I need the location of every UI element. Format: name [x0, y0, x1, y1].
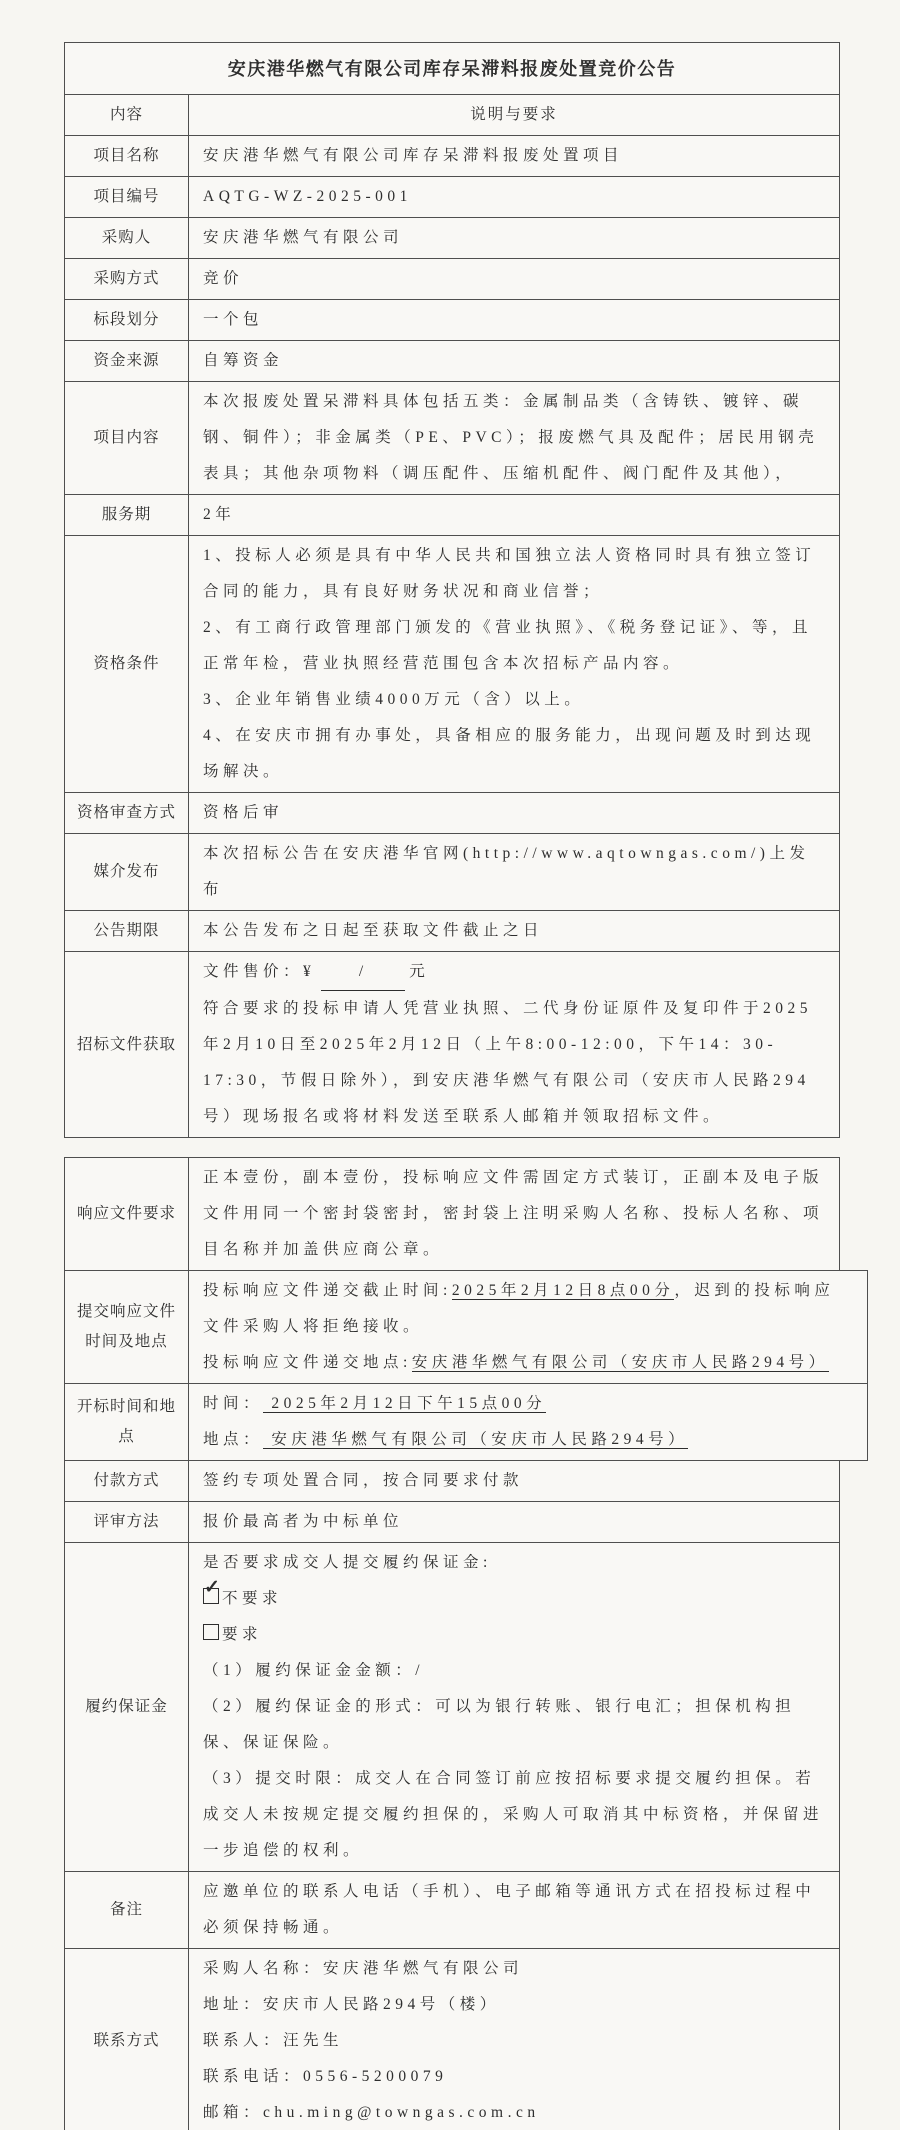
row-label: 开标时间和地点 [65, 1384, 189, 1460]
row-value-cell [189, 911, 840, 951]
row-purchaser [65, 218, 840, 259]
row-media-publication [65, 834, 840, 911]
contact-line: 邮箱：chu.ming@towngas.com.cn [203, 2104, 540, 2121]
checkbox-checked-icon [203, 1577, 220, 1604]
header-col-requirement-text: 说明与要求 [470, 106, 558, 123]
row-label: 标段划分 [65, 300, 189, 340]
row-project-code [65, 177, 840, 218]
row-label: 媒介发布 [65, 834, 189, 910]
qualification-item: 3、企业年销售业绩4000万元（含）以上。 [203, 691, 585, 708]
row-value-cell [189, 300, 840, 340]
submission-deadline-value: 2025年2月12日8点00分 [451, 1282, 675, 1299]
evaluation-value: 报价最高者为中标单位 [203, 1513, 404, 1530]
contact-line: 联系人：汪先生 [203, 2032, 344, 2049]
document-title: 安庆港华燃气有限公司库存呆滞料报废处置竞价公告 [227, 58, 677, 79]
bond-item: （1）履约保证金金额：/ [203, 1662, 425, 1679]
row-label: 服务期 [65, 495, 189, 535]
remarks-value: 应邀单位的联系人电话（手机）、电子邮箱等通讯方式在招投标过程中必须保持畅通。 [203, 1883, 816, 1936]
review-value: 资格后审 [203, 804, 284, 821]
row-service-period [65, 495, 840, 536]
bond-option-no-label: 不要求 [222, 1590, 283, 1607]
submission-deadline-line [203, 1273, 853, 1345]
row-value-cell [189, 177, 840, 217]
row-value-cell [189, 495, 840, 535]
project-code-value: AQTG-WZ-2025-001 [203, 188, 412, 205]
row-value-cell [189, 1543, 840, 1871]
row-project-content [65, 382, 840, 495]
row-label: 资金来源 [65, 341, 189, 381]
purchaser-value: 安庆港华燃气有限公司 [203, 229, 404, 246]
header-row [65, 95, 840, 136]
row-label: 采购人 [65, 218, 189, 258]
qualification-item: 1、投标人必须是具有中华人民共和国独立法人资格同时具有独立签订合同的能力，具有良好财务状况和商业信誉； [203, 547, 816, 600]
row-label: 资格审查方式 [65, 793, 189, 833]
contact-line: 采购人名称：安庆港华燃气有限公司 [203, 1960, 524, 1977]
row-value-cell [189, 259, 840, 299]
qualification-item: 4、在安庆市拥有办事处，具备相应的服务能力，出现问题及时到达现场解决。 [203, 727, 816, 780]
row-qualification [65, 536, 840, 793]
funding-value: 自筹资金 [203, 352, 284, 369]
row-label: 备注 [65, 1872, 189, 1948]
row-label: 付款方式 [65, 1461, 189, 1501]
payment-value: 签约专项处置合同，按合同要求付款 [203, 1472, 524, 1489]
row-label: 采购方式 [65, 259, 189, 299]
document-sheet [0, 42, 900, 2130]
row-notice-period [65, 911, 840, 952]
checkbox-unchecked-icon [203, 1624, 219, 1640]
bond-item: （3）提交时限：成交人在合同签订前应按招标要求提交履约担保。若成交人未按规定提交履约担保的，采购人可取消其中标资格，并保留进一步追偿的权利。 [203, 1770, 824, 1859]
bond-question: 是否要求成交人提交履约保证金: [203, 1554, 492, 1571]
row-label: 公告期限 [65, 911, 189, 951]
row-label: 提交响应文件时间及地点 [65, 1271, 189, 1383]
row-value-cell [189, 793, 840, 833]
row-label: 项目名称 [65, 136, 189, 176]
header-col-content: 内容 [65, 95, 189, 135]
opening-time-value: 2025年2月12日下午15点00分 [263, 1395, 547, 1412]
row-value-cell [189, 834, 840, 910]
row-contact-info [65, 1949, 840, 2130]
row-procurement-method [65, 259, 840, 300]
row-label: 联系方式 [65, 1949, 189, 2130]
row-label: 响应文件要求 [65, 1158, 189, 1270]
row-value-cell [189, 218, 840, 258]
notice-period-value: 本公告发布之日起至获取文件截止之日 [203, 922, 544, 939]
lots-value: 一个包 [203, 311, 264, 328]
row-funding-source [65, 341, 840, 382]
row-performance-bond [65, 1543, 840, 1872]
bond-option-yes-label: 要求 [222, 1626, 263, 1643]
row-evaluation-method [65, 1502, 840, 1543]
document-obtain-desc: 符合要求的投标申请人凭营业执照、二代身份证原件及复印件于2025年2月10日至2025年2月12日（上午8:00-12:00，下午14：30-17:30，节假日除外），到安庆港华燃气有限公司（安庆市人民路294号）现场报名或将材料发送至联系人邮箱并领取招标文件。 [203, 1000, 813, 1125]
price-suffix: 元 [409, 963, 430, 980]
qualification-item: 2、有工商行政管理部门颁发的《营业执照》、《税务登记证》、等，且正常年检，营业执照经营范围包含本次招标产品内容。 [203, 619, 813, 672]
opening-place-value: 安庆港华燃气有限公司（安庆市人民路294号） [263, 1431, 689, 1448]
price-prefix: 文件售价：¥ [203, 963, 316, 980]
row-value-cell [189, 1872, 840, 1948]
row-value-cell [189, 1461, 840, 1501]
row-label: 招标文件获取 [65, 952, 189, 1137]
opening-time-line [203, 1386, 853, 1422]
project-name-value: 安庆港华燃气有限公司库存呆滞料报废处置项目 [203, 147, 624, 164]
submission-place-line [203, 1345, 853, 1381]
bond-item: （2）履约保证金的形式：可以为银行转账、银行电汇；担保机构担保、保证保险。 [203, 1698, 796, 1751]
row-payment-method [65, 1461, 840, 1502]
row-lot-division [65, 300, 840, 341]
price-blank-underline: / [321, 954, 405, 991]
service-period-value: 2年 [203, 506, 236, 523]
row-qualification-review [65, 793, 840, 834]
row-value-cell [189, 1949, 840, 2130]
row-value-cell [189, 1158, 840, 1270]
row-submission-time-place [65, 1270, 868, 1384]
contact-line: 联系电话：0556-5200079 [203, 2068, 448, 2085]
row-opening-time-place [65, 1384, 868, 1461]
response-requirement-value: 正本壹份，副本壹份，投标响应文件需固定方式装订，正副本及电子版文件用同一个密封袋密封，密封袋上注明采购人名称、投标人名称、项目名称并加盖供应商公章。 [203, 1169, 824, 1258]
document-title-cell [65, 43, 840, 94]
document-price-line [203, 954, 825, 991]
row-value-cell [189, 1502, 840, 1542]
submission-deadline-prefix: 投标响应文件递交截止时间: [203, 1282, 452, 1299]
row-document-obtain [65, 952, 840, 1138]
row-value-cell [189, 382, 840, 494]
announcement-table-bottom [64, 1157, 840, 2130]
contact-line: 地址：安庆市人民路294号（楼） [203, 1996, 500, 2013]
submission-place-prefix: 投标响应文件递交地点: [203, 1354, 412, 1371]
bond-option-yes-line [203, 1617, 825, 1653]
row-value-cell [189, 536, 840, 792]
row-label: 评审方法 [65, 1502, 189, 1542]
submission-place-value: 安庆港华燃气有限公司（安庆市人民路294号） [411, 1354, 829, 1371]
row-label: 项目编号 [65, 177, 189, 217]
submission-deadline-suffix: ，迟到的投标响应文件采购人将拒绝接收。 [203, 1282, 835, 1335]
title-row [65, 43, 840, 95]
row-value-cell [189, 1271, 868, 1383]
row-project-name [65, 136, 840, 177]
row-label: 项目内容 [65, 382, 189, 494]
row-value-cell [189, 136, 840, 176]
media-value: 本次招标公告在安庆港华官网(http://www.aqtowngas.com/)上发布 [203, 845, 810, 898]
opening-time-label: 时间： [203, 1395, 264, 1412]
opening-place-label: 地点： [203, 1431, 264, 1448]
announcement-table-top [64, 42, 840, 1138]
row-value-cell [189, 952, 840, 1137]
project-content-value: 本次报废处置呆滞料具体包括五类：金属制品类（含铸铁、镀锌、碳钢、铜件）；非金属类（PE、PVC）；报废燃气具及配件；居民用钢壳表具；其他杂项物料（调压配件、压缩机配件、阀门配件及其他）， [203, 393, 819, 482]
method-value: 竞价 [203, 270, 244, 287]
row-response-requirement [65, 1158, 840, 1271]
row-remarks [65, 1872, 840, 1949]
bond-option-no-line [203, 1577, 825, 1617]
header-col-requirement [189, 95, 840, 135]
row-value-cell [189, 341, 840, 381]
row-label: 资格条件 [65, 536, 189, 792]
check-mark-icon: ✓ [204, 1577, 220, 1598]
row-value-cell [189, 1384, 868, 1460]
row-label: 履约保证金 [65, 1543, 189, 1871]
opening-place-line [203, 1422, 853, 1458]
